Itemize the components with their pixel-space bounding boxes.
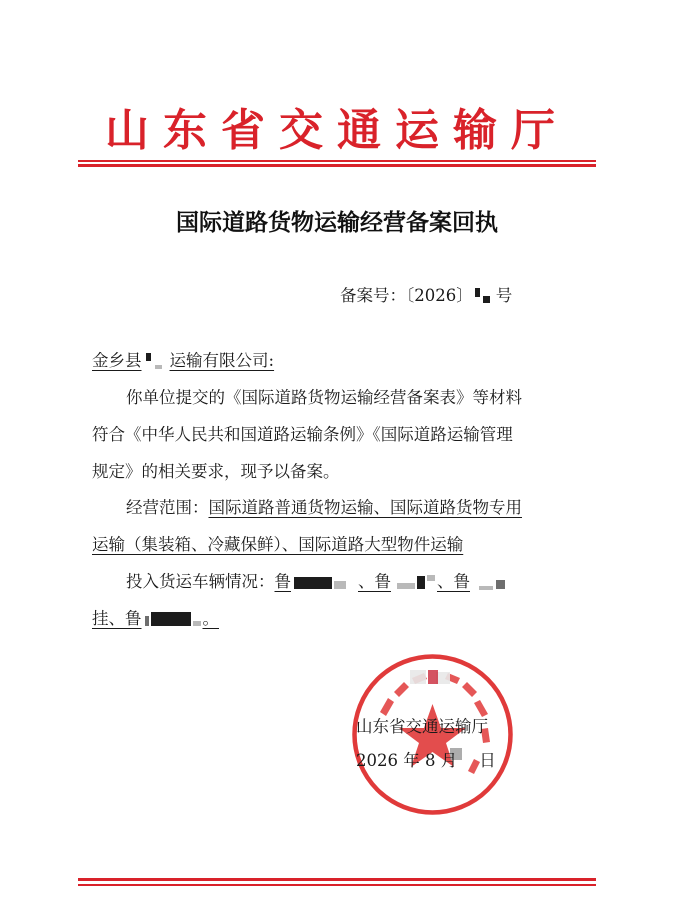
redacted-plate-4c (193, 621, 201, 626)
redacted-plate-1b (334, 581, 346, 589)
vehicles-line2 (92, 608, 237, 630)
vehicles-label: 投入货运车辆情况： (126, 572, 275, 591)
letterhead-rule-top (78, 160, 596, 162)
scope-label: 经营范围： (126, 498, 209, 517)
vehicle-plates-1: 鲁 、鲁 、鲁 (275, 572, 506, 591)
issue-date: 2026 年 8 月 日 (356, 751, 496, 770)
redacted-plate-4a (145, 616, 149, 626)
para1-line2: 符合《中华人民共和国道路运输条例》《国际道路运输管理 (92, 425, 513, 444)
recipient-line (92, 350, 274, 372)
scope-line2 (92, 534, 463, 556)
vehicle-plates-2: 挂、鲁 。 (92, 609, 219, 628)
footer-rule-bottom (78, 884, 596, 886)
filing-number (340, 285, 512, 307)
footer-rule-top (78, 878, 596, 881)
redacted-plate-3a (479, 586, 493, 590)
letterhead-rule-bottom (78, 164, 596, 167)
redacted-plate-3b (496, 580, 505, 589)
redacted-number-digit (483, 296, 490, 303)
redacted-plate-1 (294, 577, 332, 589)
document-title: 国际道路货物运输经营备案回执 (176, 210, 498, 236)
para1-line1: 你单位提交的《国际道路货物运输经营备案表》等材料 (126, 388, 522, 407)
filing-number-prefix: 备案号：〔2026〕 (340, 286, 473, 305)
scope-value-2: 运输（集装箱、冷藏保鲜）、国际道路大型物件运输 (92, 535, 464, 554)
recipient-name: 金乡县 运输有限公司: (92, 351, 275, 370)
letterhead-title: 山东省交通运输厅 (105, 105, 569, 156)
issuer-name: 山东省交通运输厅 (356, 717, 488, 736)
para1-line3: 规定》的相关要求，现予以备案。 (92, 462, 340, 481)
scope-value-1: 国际道路普通货物运输、国际道路货物专用 (208, 498, 522, 517)
redacted-plate-2c (427, 575, 435, 581)
redacted-plate-4b (151, 612, 191, 626)
redacted-number-mark (475, 288, 480, 297)
scope-line1 (126, 497, 522, 519)
redacted-plate-2b (417, 576, 425, 589)
redacted-company-char (155, 365, 162, 369)
vehicles-line1 (126, 571, 505, 593)
filing-number-suffix: 号 (495, 286, 513, 305)
redacted-company-mark (146, 353, 151, 361)
redacted-plate-2a (397, 583, 415, 589)
